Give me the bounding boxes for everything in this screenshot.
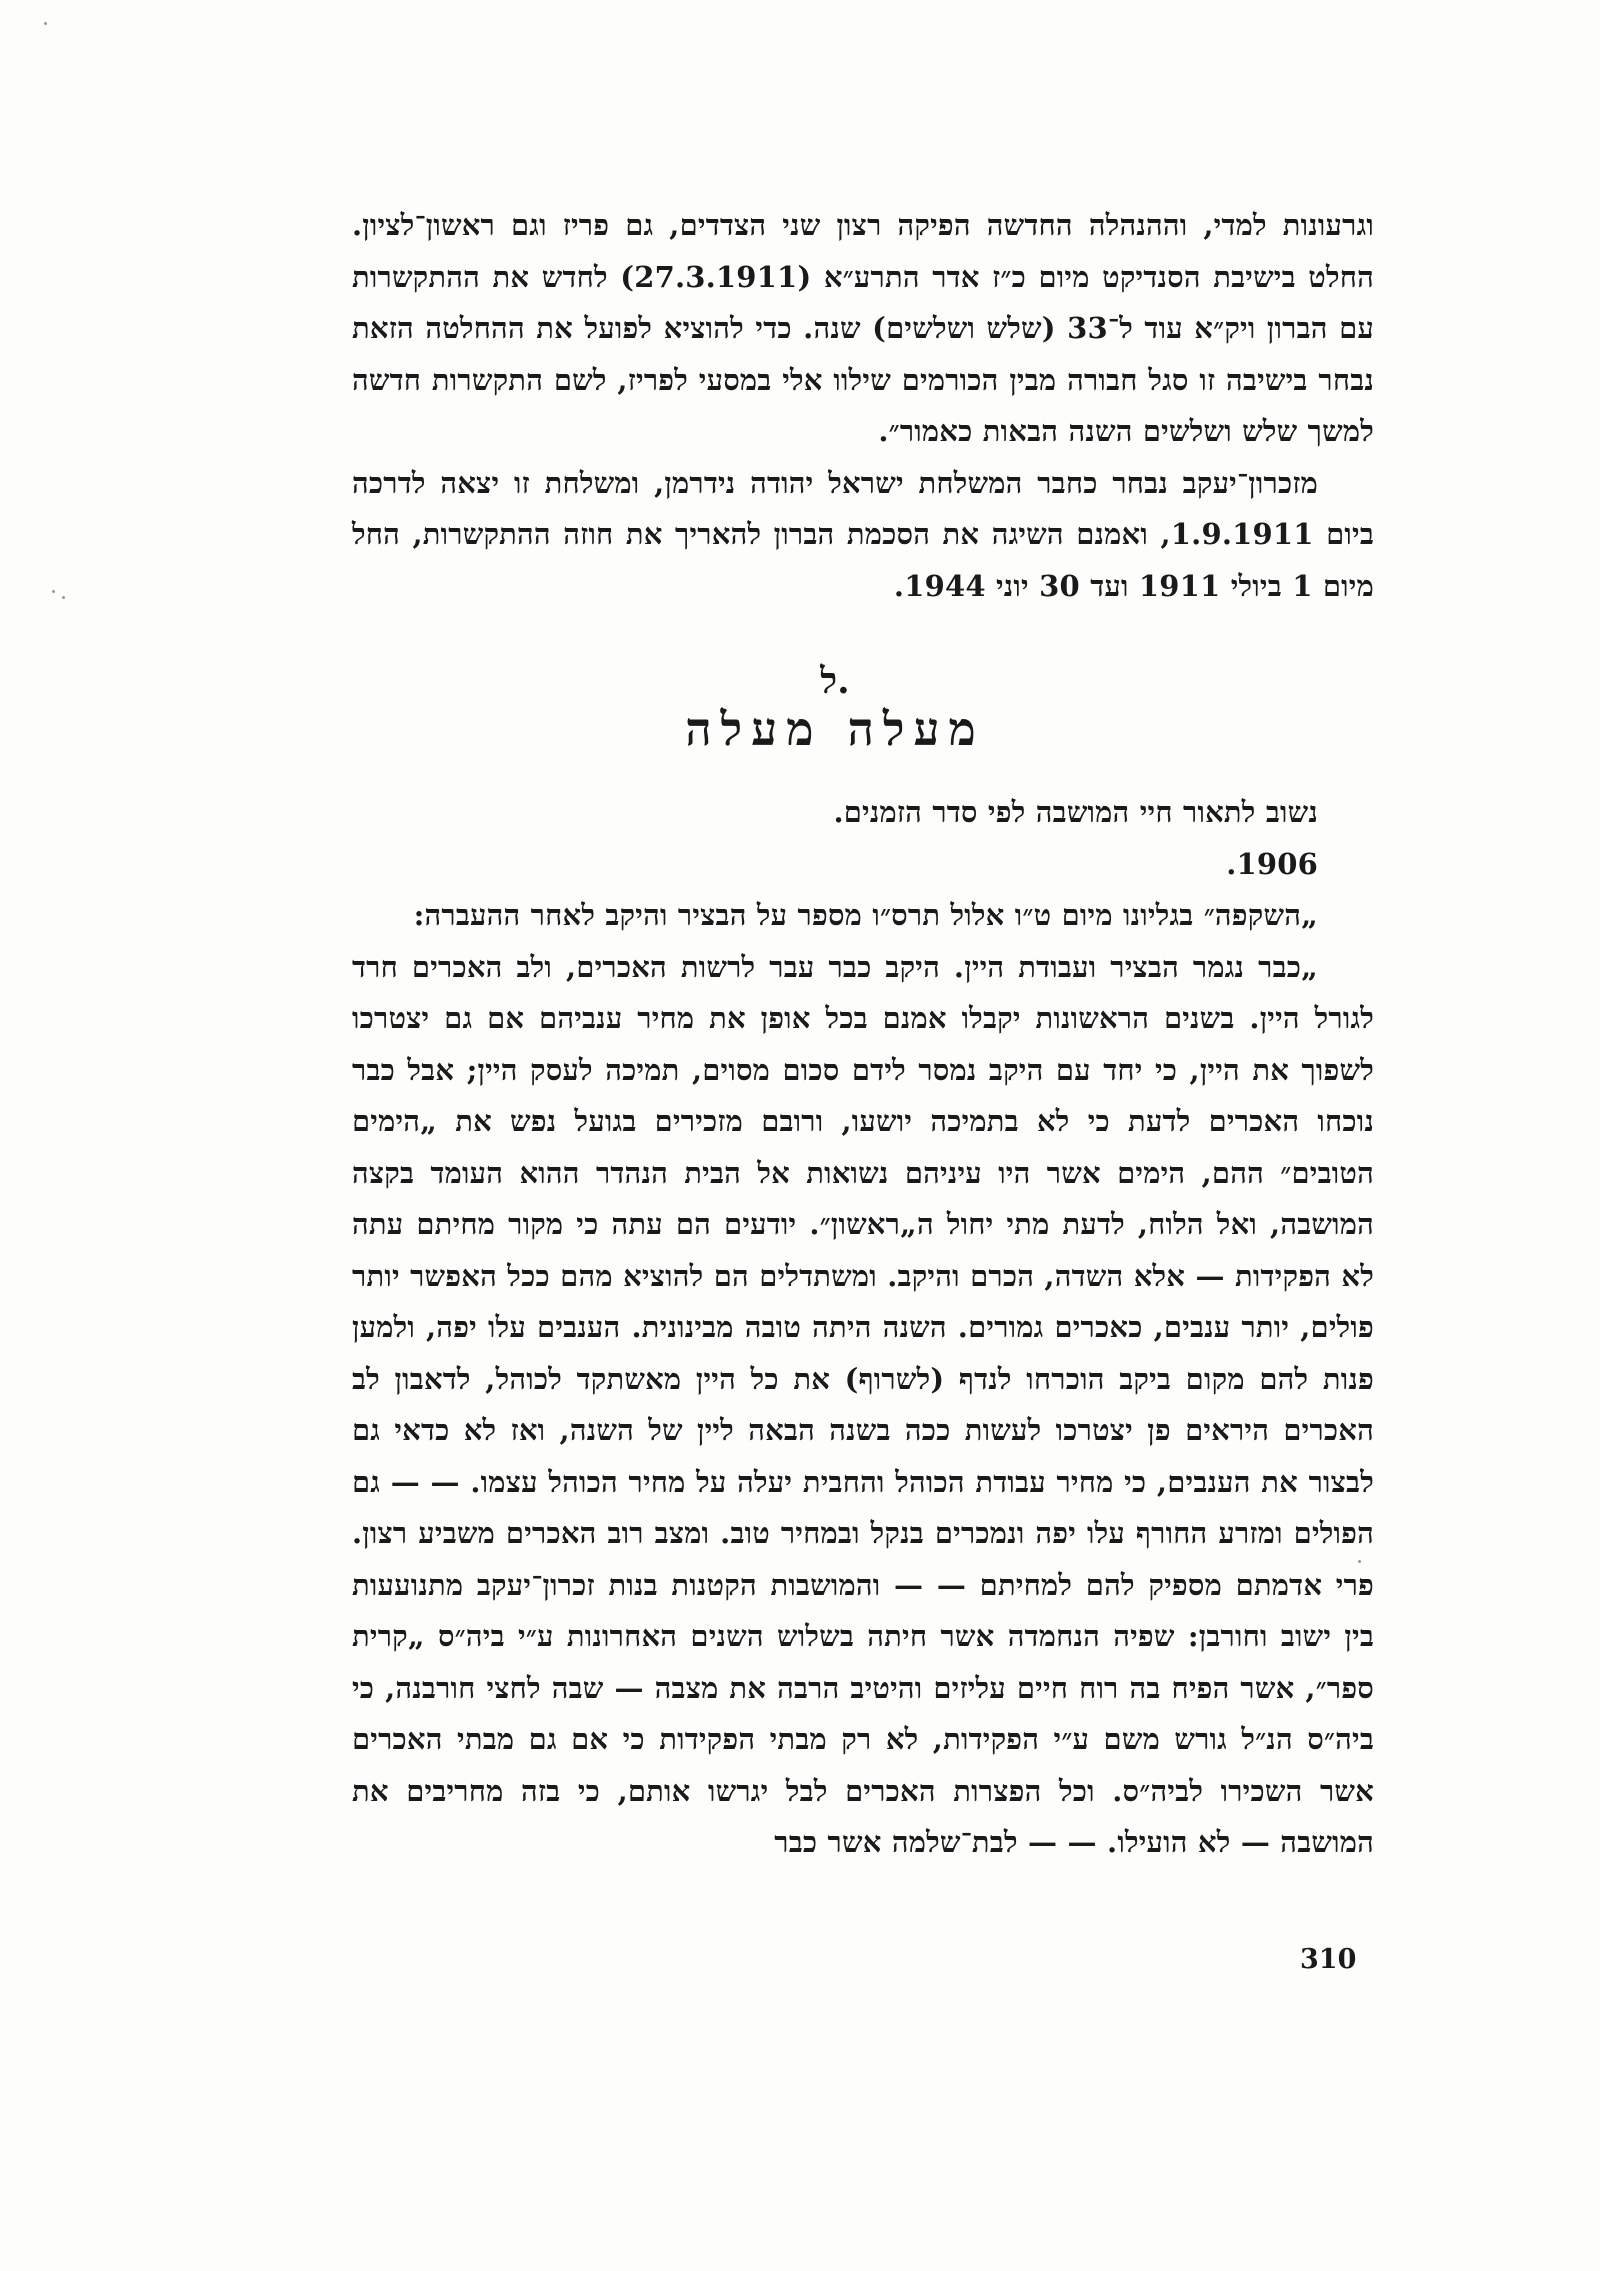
page-number: 310 [1300,1944,1357,1975]
chapter-number: ל. [820,660,850,702]
chapter-title: מעלה מעלה [685,702,985,756]
paragraph-quote: „כבר נגמר הבציר ועבודת היין. היקב כבר עבר לרשות האכרים, ולב האכרים חרד לגורל היין. בשנים הראשונות יקבלו אמנם בכל אופן את מחיר ענביהם אם גם יצטרכו לשפוך את היין, כי יחד עם היקב נמסר לידם סכום מסוים, תמיכה לעסק היין; אבל כבר נוכחו האכרים לדעת כי לא בתמיכה יושעו, ורובם מזכירים בגועל נפש את „הימים הטובים״ ההם, הימים אשר היו עיניהם נשואות אל הבית הנהדר ההוא העומד בקצה המושבה, ואל הלוח, לדעת מתי יחול ה„ראשון״. יודעים הם עתה כי מקור מחיתם עתה לא הפקידות — אלא השדה, הכרם והיקב. ומשתדלים הם להוציא מהם ככל האפשר יותר פולים, יותר ענבים, כאכרים גמורים. השנה היתה טובה מבינונית. הענבים עלו יפה, ולמען פנות להם מקום ביקב הוכרחו לנדף (לשרוף) את כל היין מאשתקד לכוהל, לדאבון לב האכרים היראים פן יצטרכו לעשות ככה בשנה הבאה ליין של השנה, ואז לא כדאי גם לבצור את הענבים, כי מחיר עבודת הכוהל והחבית יעלה על מחיר הכוהל עצמו. — — גם הפולים ומזרע החורף עלו יפה ונמכרים בנקל ובמחיר טוב. ומצב רוב האכרים משביע רצון. פרי אדמתם מספיק להם למחיתם — — והמושבות הקטנות בנות זכרון־יעקב מתנועעות בין ישוב וחורבן: שפיה הנחמדה אשר חיתה בשלוש השנים האחרונות ע״י ביה״ס „קרית ספר״, אשר הפיח בה רוח חיים עליזים והיטיב הרבה את מצבה — שבה לחצי חורבנה, כי ביה״ס הנ״ל גורש משם ע״י הפקידות, לא רק מבתי הפקידות כי אם גם מבתי האכרים אשר השכירו לביה״ס. וכל הפצרות האכרים לבל יגרשו אותם, כי בזה מחריבים את המושבה — לא הועילו. — — לבת־שלמה אשר כבר [352,949,1374,1859]
year-heading: 1906. [1226,846,1318,881]
paragraph-delegation: מזכרון־יעקב נבחר כחבר המשלחת ישראל יהודה נידרמן, ומשלחת זו יצאה לדרכה ביום 1.9.1911, ואמנם השיגה את הסכמת הברון להאריך את חוזה ההתקשרות, החל מיום 1 ביולי 1911 ועד 30 יוני 1944. [352,465,1374,603]
paragraph-intro: נשוב לתאור חיי המושבה לפי סדר הזמנים. [833,795,1318,829]
top-text-block [352,200,1374,612]
chapter-body [352,787,1374,1869]
scan-speck [62,596,65,599]
scan-speck [52,590,55,593]
paragraph-continuation: וגרעונות למדי, וההנהלה החדשה הפיקה רצון שני הצדדים, גם פריז וגם ראשון־לציון. החלט בישיבת הסנדיקט מיום כ״ז אדר התרע״א (27.3.1911) לחדש את ההתקשרות עם הברון ויק״א עוד ל־33 (שלש ושלשים) שנה. כדי להוציא לפועל את ההחלטה הזאת נבחר בישיבה זו סגל חבורה מבין הכורמים שילוו אלי במסעי לפריז, לשם התקשרות חדשה למשך שלש ושלשים השנה הבאות כאמור״. [352,208,1375,448]
paragraph-source: „השקפה״ בגליונו מיום ט״ו אלול תרס״ו מספר על הבציר והיקב לאחר ההעברה: [413,898,1318,932]
scan-speck [44,22,47,25]
